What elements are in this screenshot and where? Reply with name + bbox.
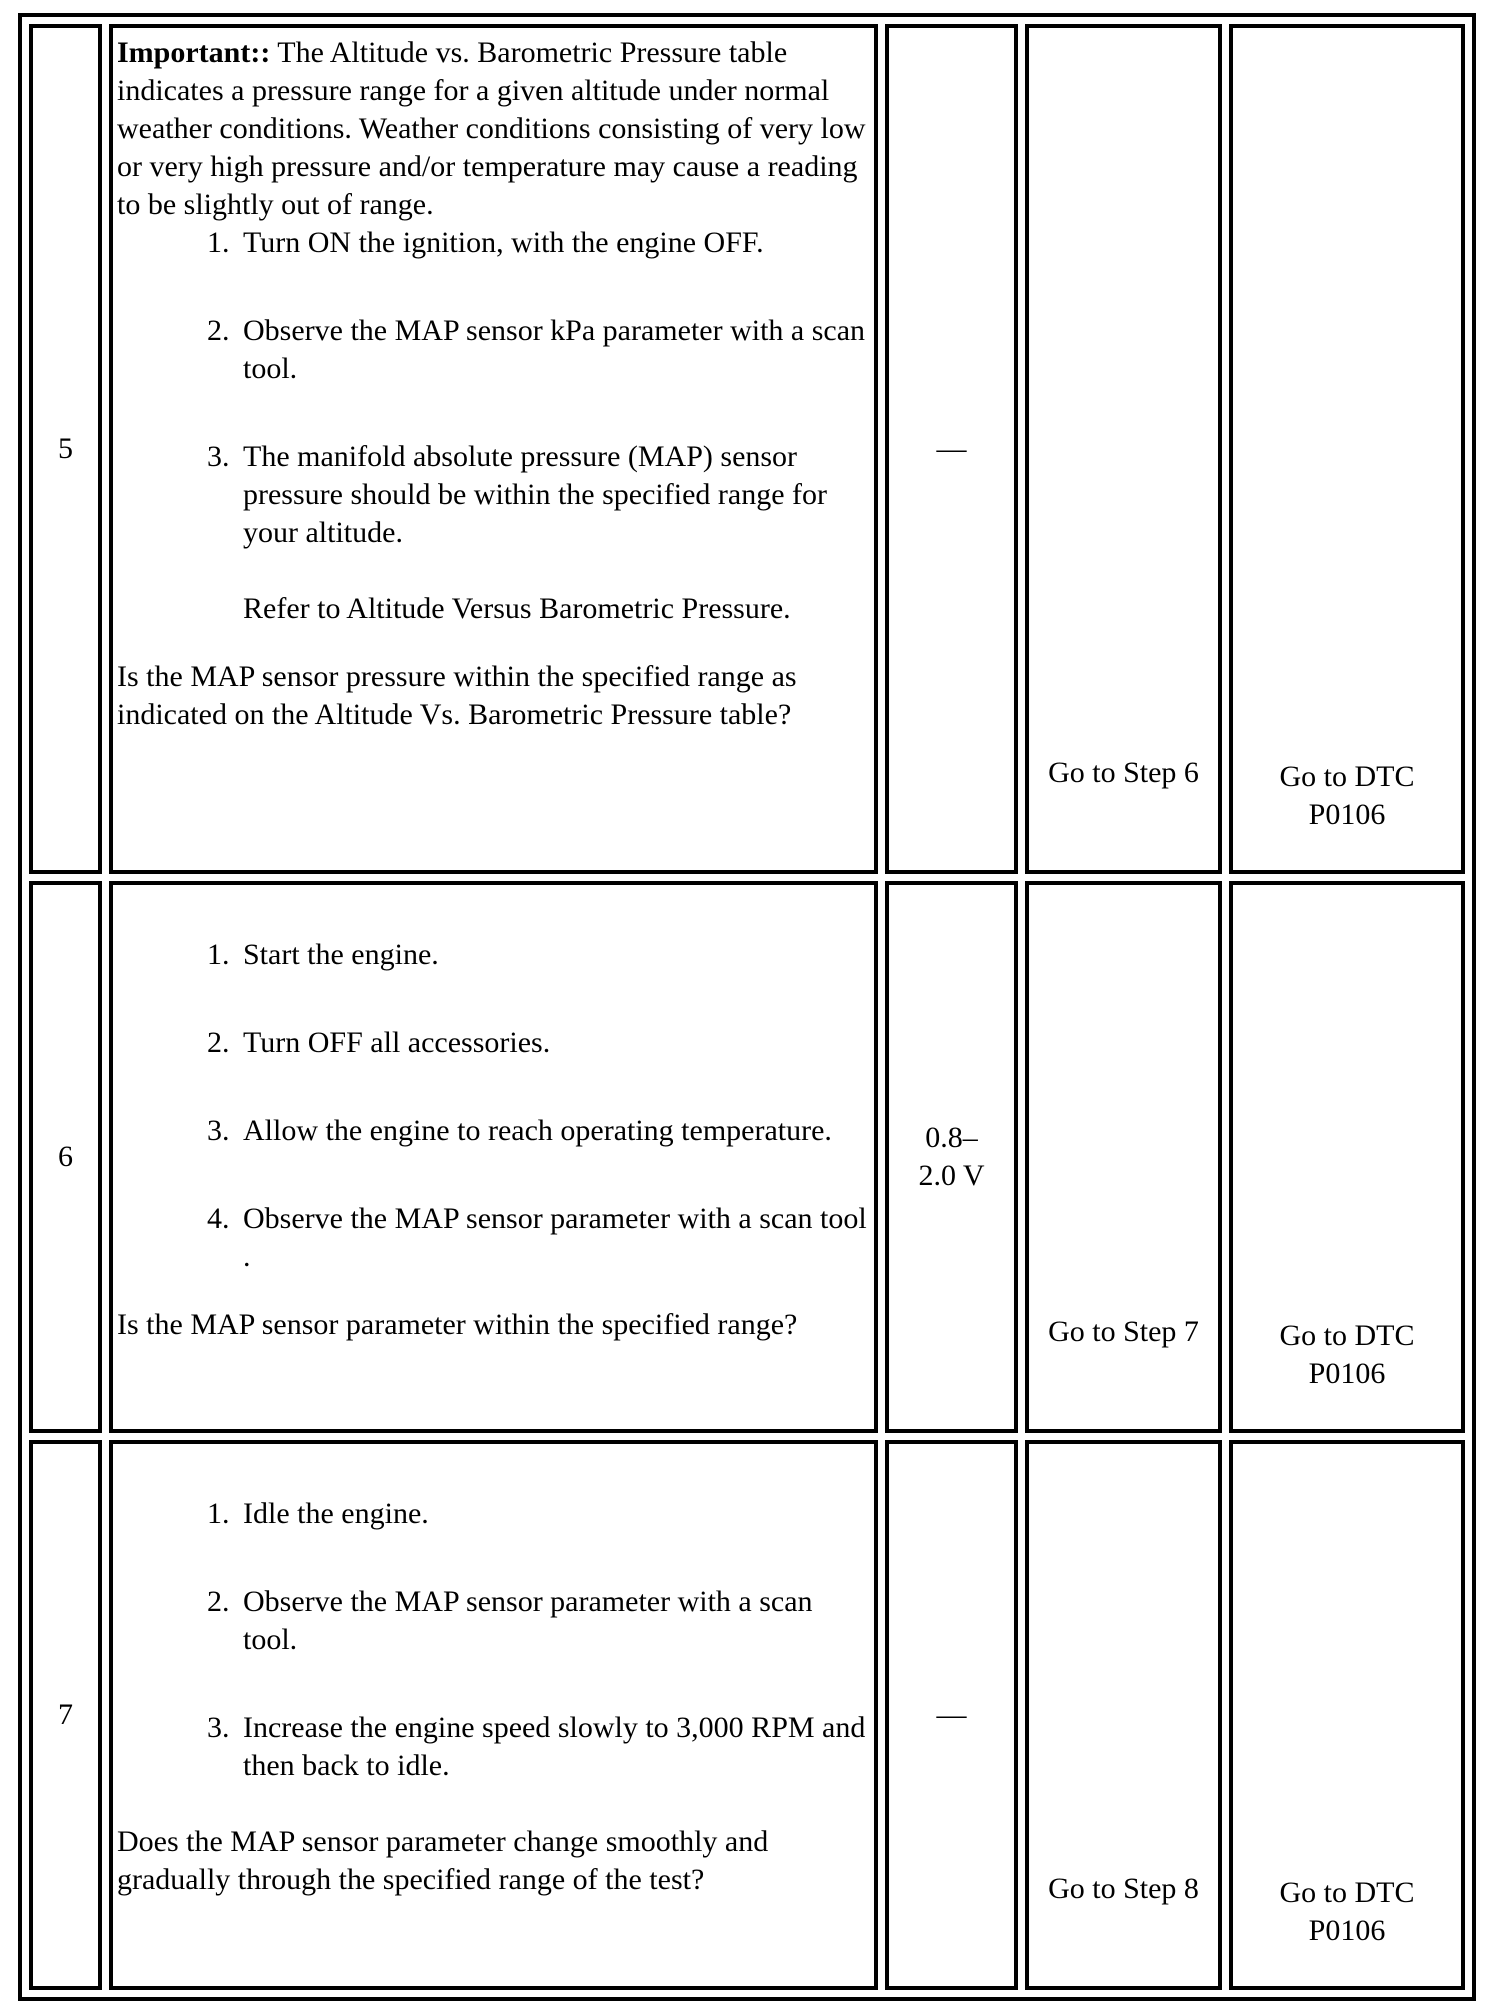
important-note [117,34,870,224]
list-item [237,438,870,628]
refer-note: Refer to Altitude Versus Barometric Pressure. [243,592,791,625]
list-item [237,1024,870,1062]
important-label: Important:: [117,36,271,69]
step-question: Is the MAP sensor parameter within the specified range? [117,1308,798,1341]
action-list [117,936,870,1276]
value-line2: 2.0 V [918,1159,985,1192]
list-item [237,936,870,974]
list-item [237,1200,870,1276]
list-item [237,224,870,262]
yes-action: Go to Step 7 [1048,1315,1199,1348]
no-cell [1229,1440,1465,1990]
no-cell [1229,881,1465,1433]
no-action-line1: Go to DTC [1279,1319,1415,1352]
list-item [237,1583,870,1659]
action-text: Observe the MAP sensor parameter with a scan tool. [243,1585,813,1656]
yes-action: Go to Step 8 [1048,1872,1199,1905]
value-cell [885,881,1018,1433]
action-list [117,1495,870,1785]
no-cell [1229,24,1465,874]
diagnostic-table [18,13,1476,2001]
list-item [237,1112,870,1150]
list-item [237,1709,870,1785]
list-item [237,1495,870,1533]
value-line1: 0.8– [925,1121,978,1154]
list-item [237,312,870,388]
action-text: Idle the engine. [243,1497,429,1530]
yes-action: Go to Step 6 [1048,756,1199,789]
value-cell: — [885,24,1018,874]
yes-cell [1025,881,1222,1433]
action-cell [109,881,878,1433]
action-cell [109,1440,878,1990]
yes-cell [1025,1440,1222,1990]
action-text: Observe the MAP sensor kPa parameter with a scan tool. [243,314,866,385]
action-text: Start the engine. [243,938,439,971]
yes-cell [1025,24,1222,874]
action-text: Turn OFF all accessories. [243,1026,551,1059]
no-action-line1: Go to DTC [1279,1876,1415,1909]
no-action-line1: Go to DTC [1279,760,1415,793]
action-text: Allow the engine to reach operating temperature. [243,1114,832,1147]
no-action-line2: P0106 [1308,1357,1386,1390]
table-row-step-5 [29,24,1465,874]
action-text: Turn ON the ignition, with the engine OFF. [243,226,764,259]
step-question: Is the MAP sensor pressure within the specified range as indicated on the Altitude Vs. Barometric Pressure table? [117,660,797,731]
value-cell: — [885,1440,1018,1990]
action-cell [109,24,878,874]
no-action-line2: P0106 [1308,798,1386,831]
step-number: 7 [29,1440,102,1990]
step-number: 6 [29,881,102,1433]
action-text: Increase the engine speed slowly to 3,000 RPM and then back to idle. [243,1711,866,1782]
step-number: 5 [29,24,102,874]
action-text: Observe the MAP sensor parameter with a scan tool . [243,1202,867,1273]
step-question: Does the MAP sensor parameter change smoothly and gradually through the specified range of the test? [117,1825,769,1896]
no-action-line2: P0106 [1308,1914,1386,1947]
important-text: The Altitude vs. Barometric Pressure table indicates a pressure range for a given altitude under normal weather conditions. Weather conditions consisting of very low or very high pressure and/or temperature may cause a reading to be slightly out of range. [117,36,866,221]
table-row-step-6 [29,881,1465,1433]
table-row-step-7 [29,1440,1465,1990]
action-text: The manifold absolute pressure (MAP) sensor pressure should be within the specified range for your altitude. [243,440,827,549]
action-list [117,224,870,628]
